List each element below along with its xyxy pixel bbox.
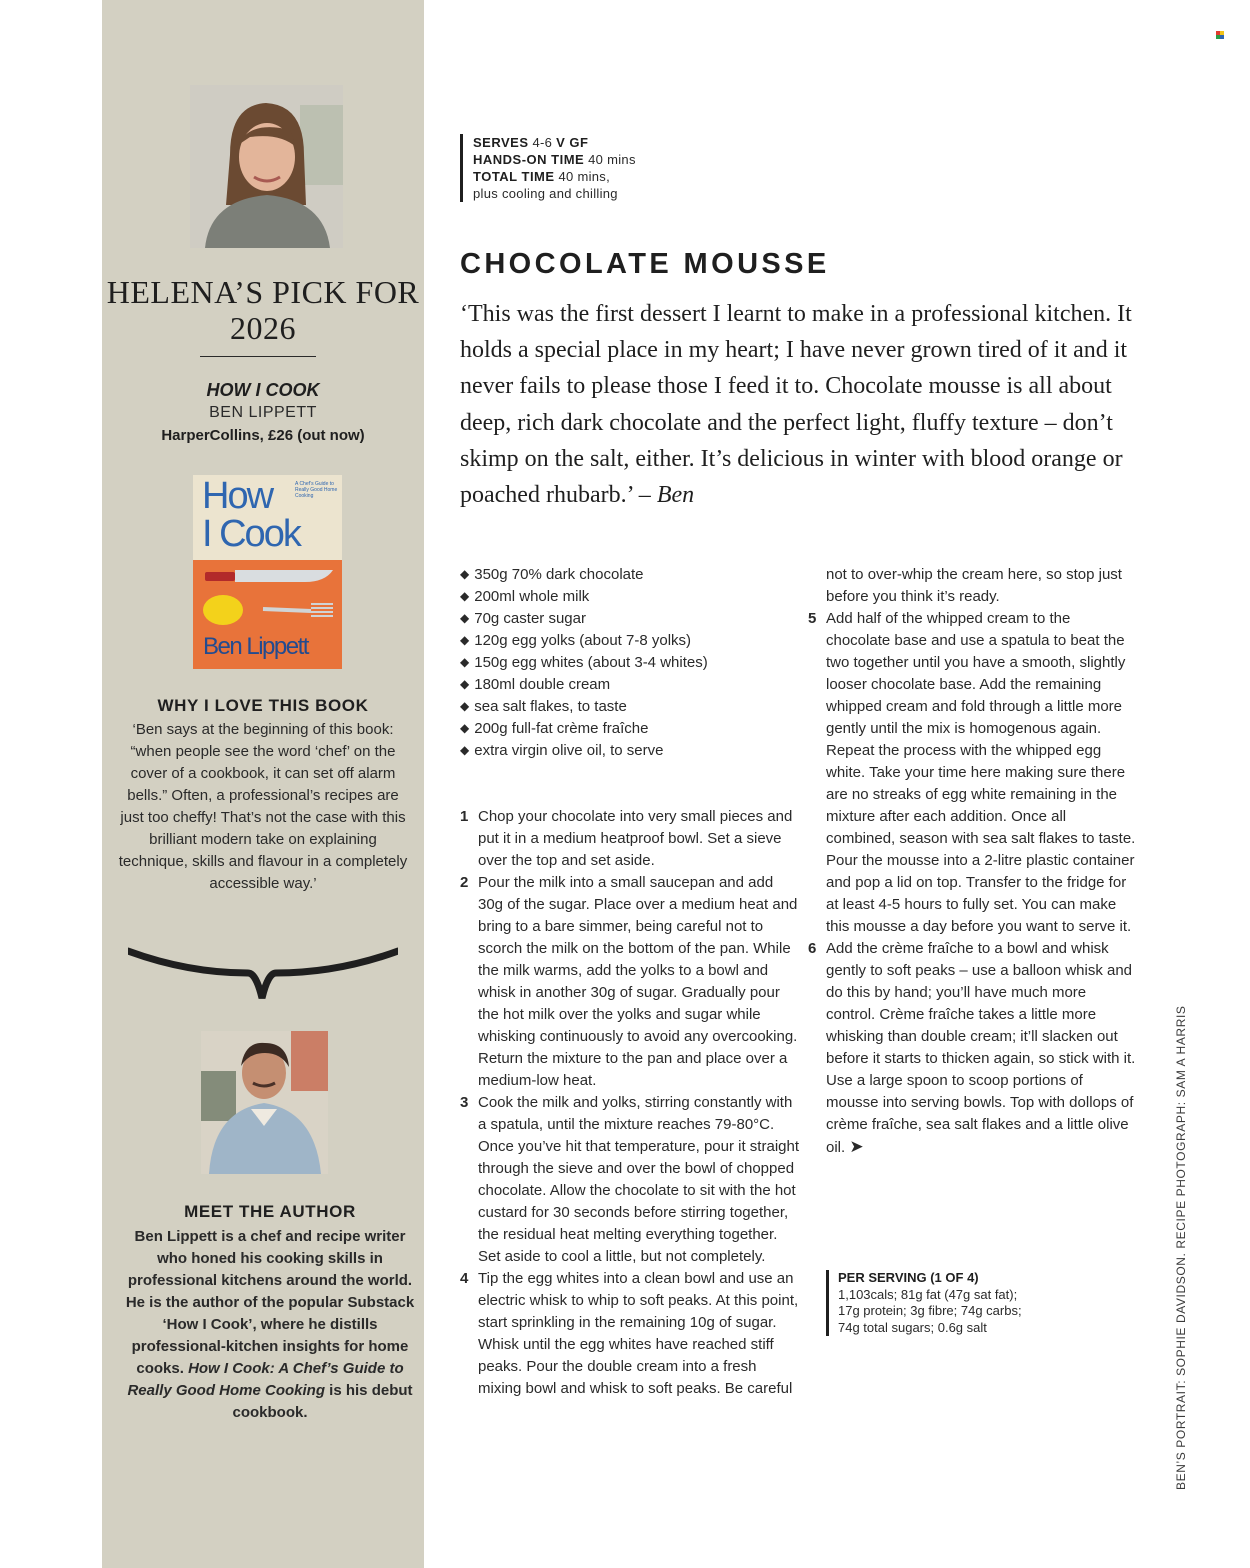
ingredient-item: ◆ 120g egg yolks (about 7-8 yolks)	[460, 630, 800, 652]
nutrition-heading-text: PER SERVING (1 OF 4)	[838, 1270, 979, 1285]
ingredient-item: ◆ 200ml whole milk	[460, 586, 800, 608]
book-author: BEN LIPPETT	[209, 404, 317, 421]
serves-value: 4-6	[532, 135, 553, 150]
total-time-value: 40 mins,	[558, 169, 611, 184]
method-step	[460, 1268, 800, 1400]
method-step	[460, 1092, 800, 1268]
method-step	[460, 872, 800, 1092]
lemon-icon	[203, 595, 243, 625]
meet-text	[124, 1226, 416, 1424]
knife-blade-icon	[235, 570, 333, 582]
method-step	[808, 938, 1138, 1159]
brace-divider-icon	[128, 943, 398, 1003]
cover-title-line1: How	[202, 475, 273, 517]
recipe-intro	[460, 296, 1140, 513]
step-text: not to over-whip the cream here, so stop just before you think it’s ready.	[826, 566, 1122, 605]
recipe-meta	[460, 134, 636, 202]
why-heading: WHY I LOVE THIS BOOK	[157, 696, 369, 715]
intro-byline: Ben	[656, 482, 695, 509]
method-steps-col1	[460, 806, 800, 1400]
cover-title	[202, 477, 300, 553]
step-text: Add half of the whipped cream to the chocolate base and use a spatula to beat the two together until you have a smooth, slightly looser chocolate base. Add the remaining whipped cream and fold through a little more gently until the mix is homogenous again. Repeat the process with the whipped egg white. Take your time here making sure there are no streaks of egg white remaining in the mixture after each addition. Once all combined, season with sea salt flakes to taste. Pour the mousse into a 2-litre plastic container and pop a lid on top. Transfer to the fridge for at least 4-5 hours to fully set. You can make this mousse a day before you want to serve it.	[826, 610, 1136, 935]
book-cover	[193, 475, 342, 669]
ingredient-item: ◆ 350g 70% dark chocolate	[460, 564, 800, 586]
serves-line	[473, 134, 636, 151]
ingredient-item: ◆ 200g full-fat crème fraîche	[460, 718, 800, 740]
hands-on-value: 40 mins	[588, 152, 636, 167]
nutrition-line: 1,103cals; 81g fat (47g sat fat);	[838, 1286, 1018, 1302]
total-time-note: plus cooling and chilling	[473, 186, 618, 201]
recipe-title: CHOCOLATE MOUSSE	[460, 248, 830, 280]
total-time-line	[473, 168, 636, 185]
cover-subtitle: A Chef’s Guide to Really Good Home Cooking	[295, 481, 338, 499]
meet-text-part1: Ben Lippett is a chef and recipe writer who honed his cooking skills in professional kitchens around the world. He is the author of the popular Substack ‘How I Cook’, where he distills professional-kitchen insights for home cooks.	[125, 1228, 415, 1377]
serves-label: SERVES	[473, 135, 529, 150]
method-step	[808, 608, 1138, 938]
nutrition-heading	[838, 1270, 1066, 1287]
helena-portrait	[190, 85, 343, 248]
ingredient-item: ◆ 180ml double cream	[460, 674, 800, 696]
ingredient-item: ◆ extra virgin olive oil, to serve	[460, 740, 800, 762]
cover-author: Ben Lippett	[203, 633, 308, 660]
ingredients-list	[460, 564, 800, 762]
method-step-continued	[808, 564, 1138, 608]
ingredient-item: ◆ 70g caster sugar	[460, 608, 800, 630]
step-number: 1	[460, 808, 469, 825]
nutrition-box	[826, 1270, 1066, 1336]
step-number: 6	[808, 940, 817, 957]
ingredient-item: ◆ 150g egg whites (about 3-4 whites)	[460, 652, 800, 674]
ben-portrait	[201, 1031, 328, 1174]
photo-credit: BEN’S PORTRAIT: SOPHIE DAVIDSON. RECIPE PHOTOGRAPH: SAM A HARRIS	[1174, 1005, 1188, 1490]
nutrition-line: 17g protein; 3g fibre; 74g carbs;	[838, 1303, 1022, 1318]
divider	[200, 356, 316, 357]
colour-mark-icon	[1216, 31, 1224, 39]
sidebar	[102, 0, 424, 1568]
step-number: 2	[460, 874, 469, 891]
step-text: Add the crème fraîche to a bowl and whisk gently to soft peaks – use a balloon whisk and do this by hand; you’ll have much more control. Crème fraîche takes a little more whisking than double cream; it’ll slacken out before it starts to thicken again, so stick with it. Use a large spoon to scoop portions of mousse into serving bowls. Top with dollops of crème fraîche, sea salt flakes and a little olive oil.	[826, 940, 1136, 1156]
intro-text: ‘This was the first dessert I learnt to make in a professional kitchen. It holds a special place in my heart; I have never grown tired of it and it never fails to please those I feed it to. Chocolate mousse is all about deep, rich dark chocolate and the perfect light, fluffy texture – don’t skimp on the salt, either. It’s delicious in winter with blood orange or poached rhubarb.’ –	[460, 301, 1132, 509]
step-text: Tip the egg whites into a clean bowl and use an electric whisk to whip to soft peaks. At this point, start sprinkling in the remaining 10g of sugar. Whisk until the egg whites have reached stiff peaks. Pour the double cream into a fresh mixing bowl and whisk to soft peaks. Be careful	[478, 1270, 799, 1397]
method-steps-col2	[808, 564, 1138, 1159]
meet-heading: MEET THE AUTHOR	[184, 1202, 356, 1221]
cover-title-line2: I Cook	[202, 513, 300, 555]
nutrition-line: 74g total sugars; 0.6g salt	[838, 1319, 987, 1335]
meet-text-part2: is his debut cookbook.	[232, 1382, 413, 1421]
hands-on-label: HANDS-ON TIME	[473, 152, 585, 167]
pick-title: HELENA’S PICK FOR 2026	[106, 274, 420, 346]
diet-tags: V GF	[556, 135, 589, 150]
why-text: ‘Ben says at the beginning of this book: “when people see the word ‘chef’ on the cover of a cookbook, it can set off alarm bells.” Often, a professional’s recipes are just too cheffy! That’s not the case with this brilliant modern take on explaining technique, skills and flavour in a completely accessible way.’	[118, 721, 408, 892]
step-number: 5	[808, 610, 817, 627]
portrait-illustration	[190, 85, 343, 248]
knife-handle-icon	[205, 572, 235, 581]
book-publisher: HarperCollins, £26 (out now)	[161, 427, 365, 444]
step-number: 4	[460, 1270, 469, 1287]
fork-icon	[263, 609, 311, 611]
end-arrow-icon: ➤	[849, 1137, 864, 1156]
method-step	[460, 806, 800, 872]
ingredient-item: ◆ sea salt flakes, to taste	[460, 696, 800, 718]
portrait-illustration	[201, 1031, 328, 1174]
step-number: 3	[460, 1094, 469, 1111]
total-time-label: TOTAL TIME	[473, 169, 555, 184]
hands-on-line	[473, 151, 636, 168]
book-title: HOW I COOK	[206, 380, 320, 400]
meet-text-book-title: How I Cook: A Chef’s Guide to Really Good Home Cooking	[127, 1360, 404, 1399]
step-text: Cook the milk and yolks, stirring constantly with a spatula, until the mixture reaches 79-80°C. Once you’ve hit that temperature, pour it straight through the sieve and over the bowl of chopped chocolate. Allow the chocolate to sit with the hot custard for 30 seconds before stirring together, the residual heat melting everything together. Set aside to cool a little, but not completely.	[478, 1094, 799, 1265]
step-text: Chop your chocolate into very small pieces and put it in a medium heatproof bowl. Set a sieve over the top and set aside.	[478, 808, 793, 869]
step-text: Pour the milk into a small saucepan and add 30g of the sugar. Place over a medium heat and bring to a bare simmer, being careful not to scorch the milk on the bottom of the pan. While the milk warms, add the yolks to a bowl and whisk in another 30g of sugar. Gradually pour the hot milk over the yolks and sugar while whisking continuously to avoid any overcooking. Return the mixture to the pan and place over a medium-low heat.	[478, 874, 798, 1089]
